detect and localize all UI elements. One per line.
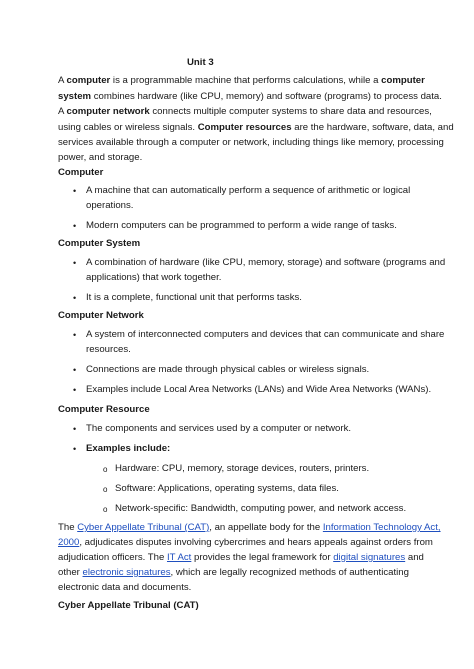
computer-bullet-1-line-2: operations. (86, 200, 134, 211)
heading-computer-system: Computer System (58, 238, 141, 249)
sub-bullet-icon: o (103, 505, 108, 514)
system-bullet-1-line-1: A combination of hardware (like CPU, memory, storage) and software (programs and (86, 257, 446, 268)
computer-bullet-1-line-1: A machine that can automatically perform a sequence of arithmetic or logical (86, 185, 411, 196)
resource-sub-1: Hardware: CPU, memory, storage devices, routers, printers. (115, 463, 370, 474)
cat-para-line-4: other electronic signatures, which are legally recognized methods of authenticating (58, 567, 409, 578)
cat-para-line-5: electronic data and documents. (58, 582, 192, 593)
sub-bullet-icon: o (103, 465, 108, 474)
bullet-icon: • (73, 330, 77, 340)
network-bullet-2: Connections are made through physical cables or wireless signals. (86, 364, 370, 375)
resource-bullet-1: The components and services used by a computer or network. (86, 423, 352, 434)
intro-line-3: A computer network connects multiple computer systems to share data and resources, (58, 106, 432, 117)
link-it-act[interactable]: IT Act (166, 552, 192, 563)
heading-computer-resource: Computer Resource (58, 404, 150, 415)
resource-sub-3: Network-specific: Bandwidth, computing power, and network access. (115, 503, 407, 514)
network-bullet-1-line-1: A system of interconnected computers and devices that can communicate and share (86, 329, 445, 340)
bullet-icon: • (73, 186, 77, 196)
cat-para-line-2: 2000, adjudicates disputes involving cybercrimes and hears appeals against orders from (58, 537, 433, 548)
heading-computer-network: Computer Network (58, 310, 144, 321)
system-bullet-1-line-2: applications) that work together. (86, 272, 222, 283)
system-bullet-2: It is a complete, functional unit that performs tasks. (86, 292, 302, 303)
intro-line-5: services available through a computer or network, including things like memory, processing (58, 137, 444, 148)
intro-line-1: A computer is a programmable machine that performs calculations, while a computer (58, 75, 425, 86)
bullet-icon: • (73, 385, 77, 395)
bullet-icon: • (73, 258, 77, 268)
bullet-icon: • (73, 293, 77, 303)
link-information-technology-act-year[interactable]: 2000 (58, 537, 80, 548)
intro-line-2: system combines hardware (like CPU, memory) and software (programs) to process data. (58, 91, 442, 102)
cat-para-line-1: The Cyber Appellate Tribunal (CAT), an appellate body for the Information Technology Act, (58, 522, 441, 533)
bullet-icon: • (73, 444, 77, 454)
link-cyber-appellate-tribunal[interactable]: Cyber Appellate Tribunal (CAT) (77, 522, 210, 533)
resource-bullet-2: Examples include: (86, 443, 171, 454)
resource-sub-2: Software: Applications, operating systems, data files. (115, 483, 339, 494)
bullet-icon: • (73, 365, 77, 375)
sub-bullet-icon: o (103, 485, 108, 494)
link-electronic-signatures[interactable]: electronic signatures (82, 567, 171, 578)
bullet-icon: • (73, 221, 77, 231)
network-bullet-1-line-2: resources. (86, 344, 131, 355)
network-bullet-3: Examples include Local Area Networks (LANs) and Wide Area Networks (WANs). (86, 384, 432, 395)
heading-cyber-appellate-tribunal: Cyber Appellate Tribunal (CAT) (58, 600, 199, 611)
intro-line-6: power, and storage. (58, 152, 143, 163)
computer-bullet-2: Modern computers can be programmed to perform a wide range of tasks. (86, 220, 397, 231)
link-information-technology-act[interactable]: Information Technology Act, (322, 522, 441, 533)
bullet-icon: • (73, 424, 77, 434)
intro-line-4: using cables or wireless signals. Computer resources are the hardware, software, data, and (58, 122, 454, 133)
heading-computer: Computer (58, 167, 104, 178)
cat-para-line-3: adjudication officers. The IT Act provides the legal framework for digital signatures and (58, 552, 424, 563)
link-digital-signatures[interactable]: digital signatures (333, 552, 406, 563)
unit-title: Unit 3 (187, 57, 214, 68)
